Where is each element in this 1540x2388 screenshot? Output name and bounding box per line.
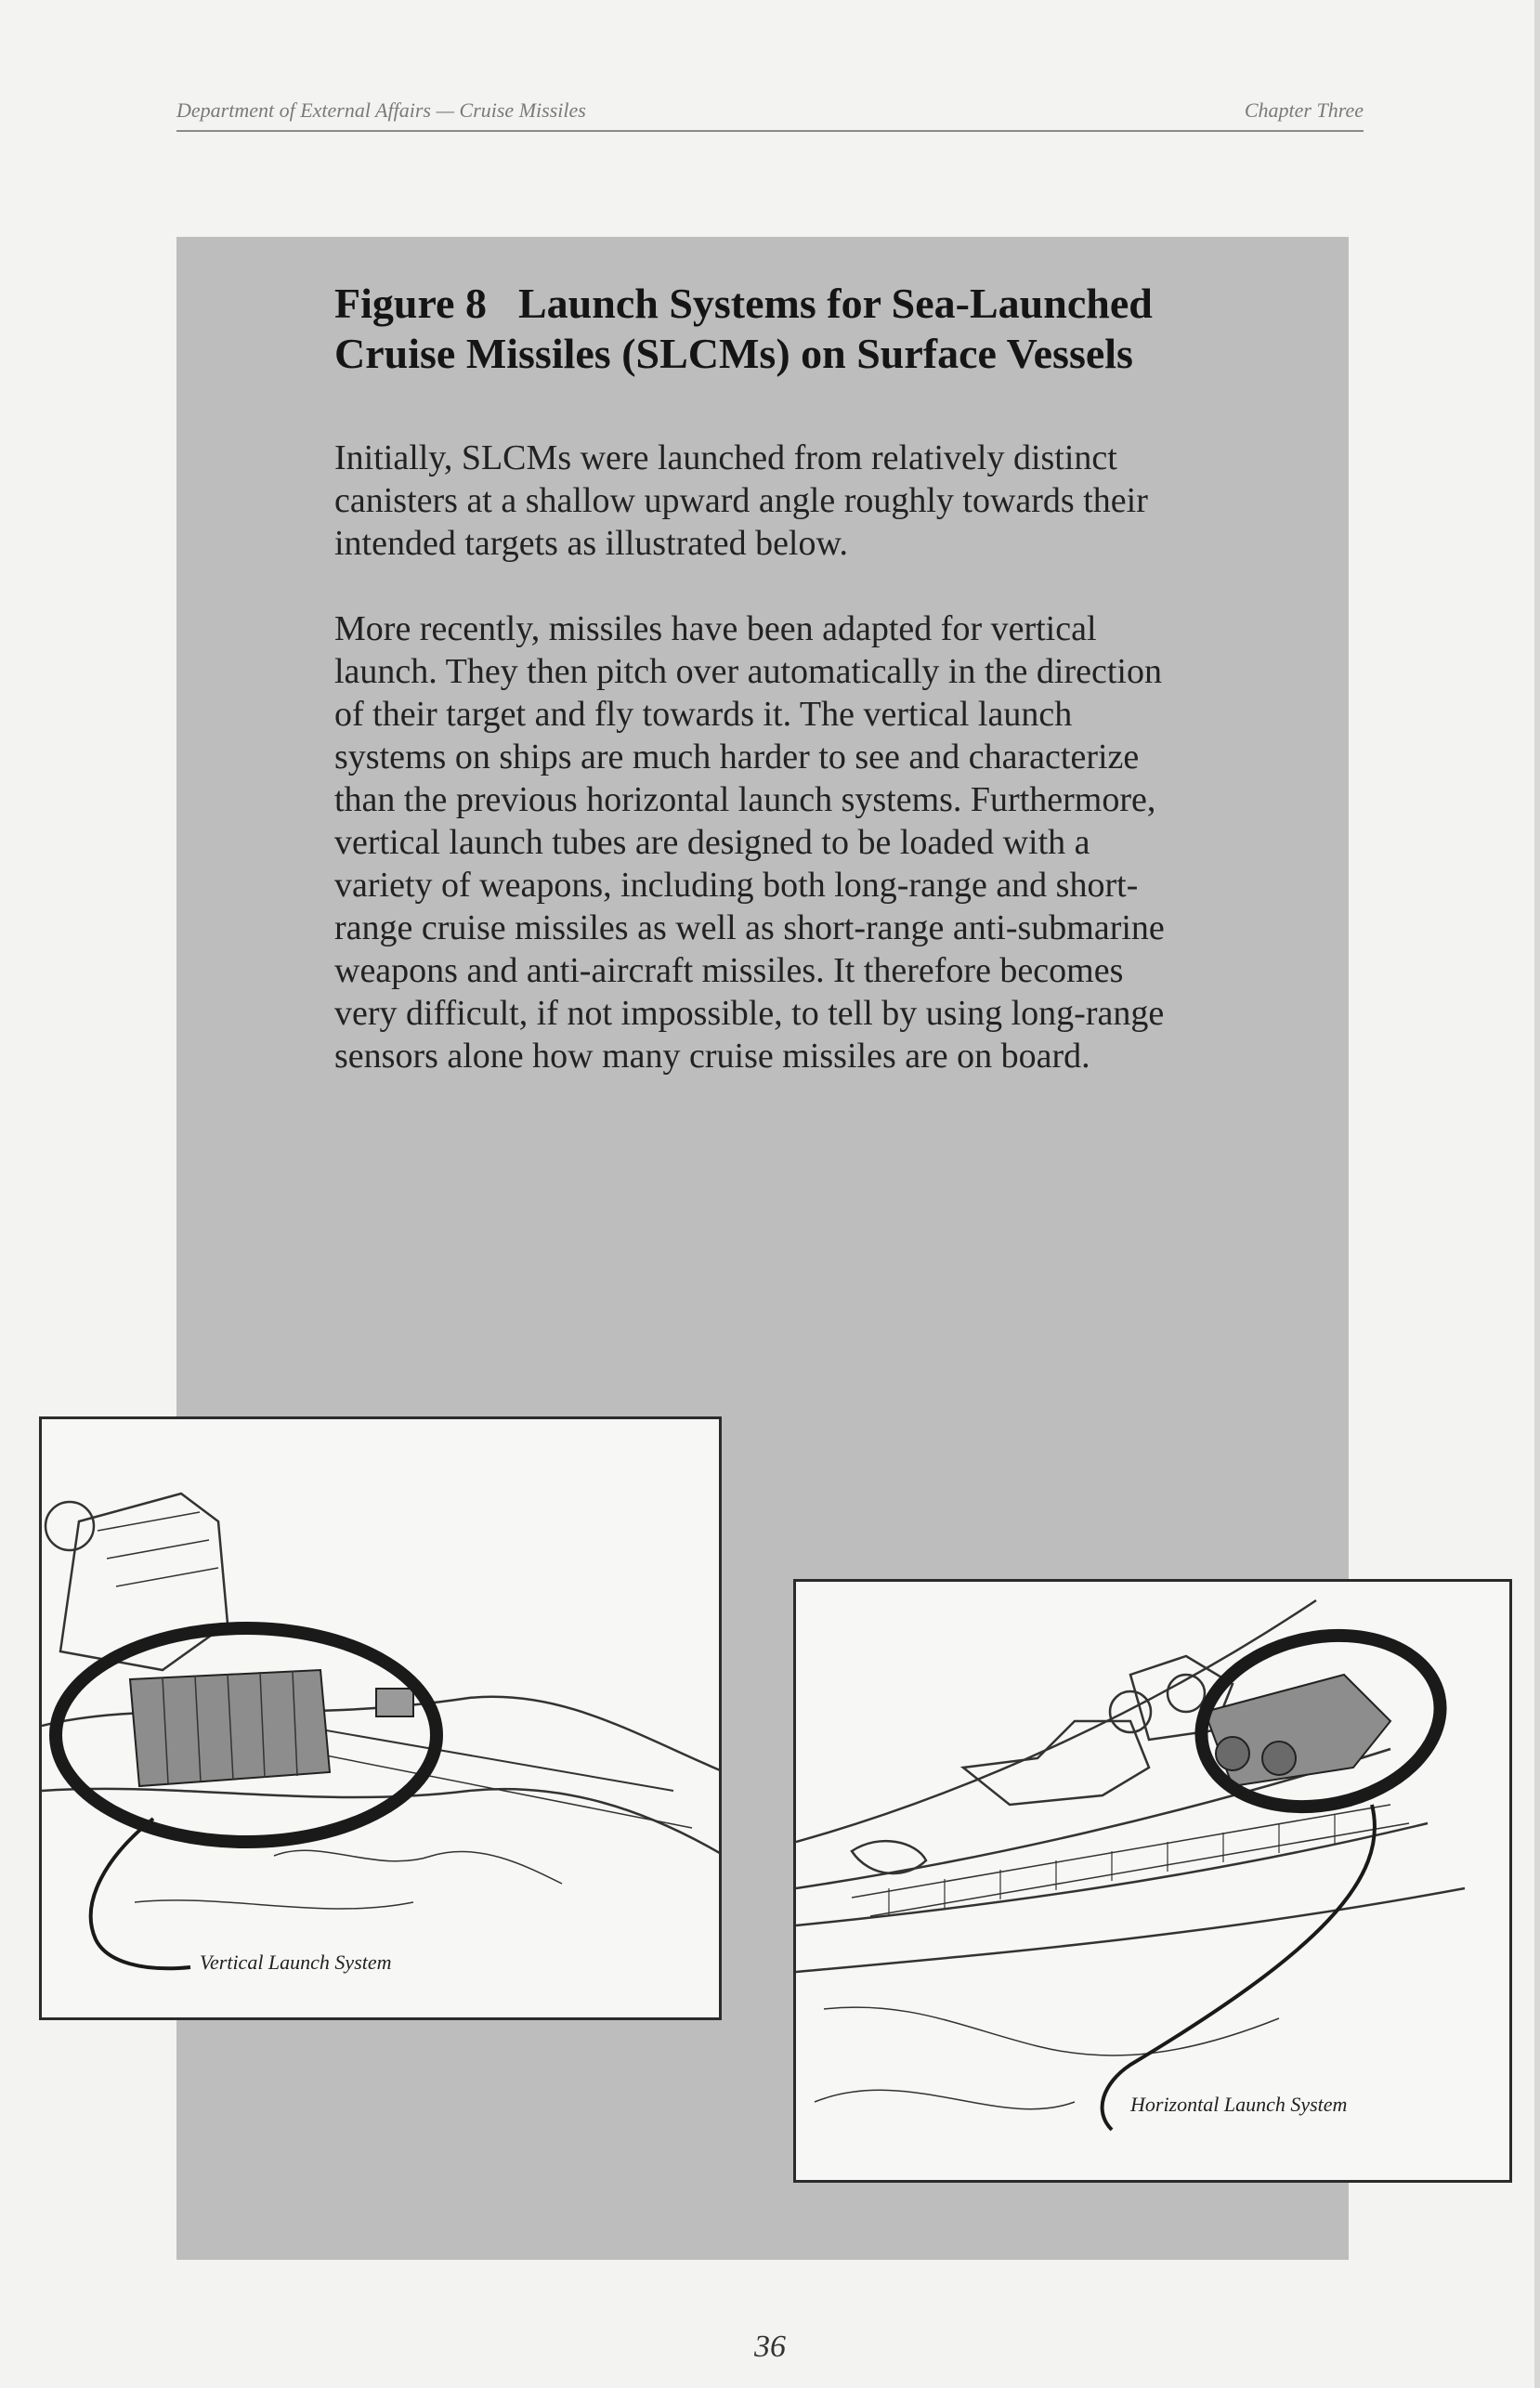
vertical-launch-caption: Vertical Launch System (200, 1951, 392, 1974)
header-publication: Department of External Affairs — Cruise Missiles (176, 98, 586, 122)
running-header (176, 93, 1364, 132)
figure-title-text: Launch Systems for Sea-Launched Cruise Missiles (SLCMs) on Surface Vessels (334, 280, 1153, 377)
figure-title (334, 279, 1170, 379)
header-chapter: Chapter Three (1244, 98, 1364, 122)
vertical-launch-drawing (42, 1419, 722, 2020)
horizontal-launch-caption: Horizontal Launch System (1130, 2093, 1348, 2116)
figure-text-block (334, 279, 1170, 1120)
page-number: 36 (754, 2329, 786, 2364)
vertical-launch-illustration (39, 1416, 722, 2020)
figure-label: Figure 8 (334, 280, 487, 327)
page-edge-shadow (1534, 0, 1540, 2388)
paragraph-initially: Initially, SLCMs were launched from relatively distinct canisters at a shallow upward angle roughly towards their intended targets as illustrated below. (334, 438, 1148, 563)
paragraph-recently: More recently, missiles have been adapted for vertical launch. They then pitch over automatically in the direction of their target and fly towards it. The vertical launch systems on ships are much harder to see and characterize than the previous horizontal launch systems. Furthermore, vertical launch tubes are designed to be loaded with a variety of weapons, including both long-range and short-range cruise missiles as well as short-range anti-submarine weapons and anti-aircraft missiles. It therefore becomes very difficult, if not impossible, to tell by using long-range sensors alone how many cruise missiles are on board. (334, 609, 1165, 1076)
horizontal-launch-illustration (793, 1579, 1512, 2183)
